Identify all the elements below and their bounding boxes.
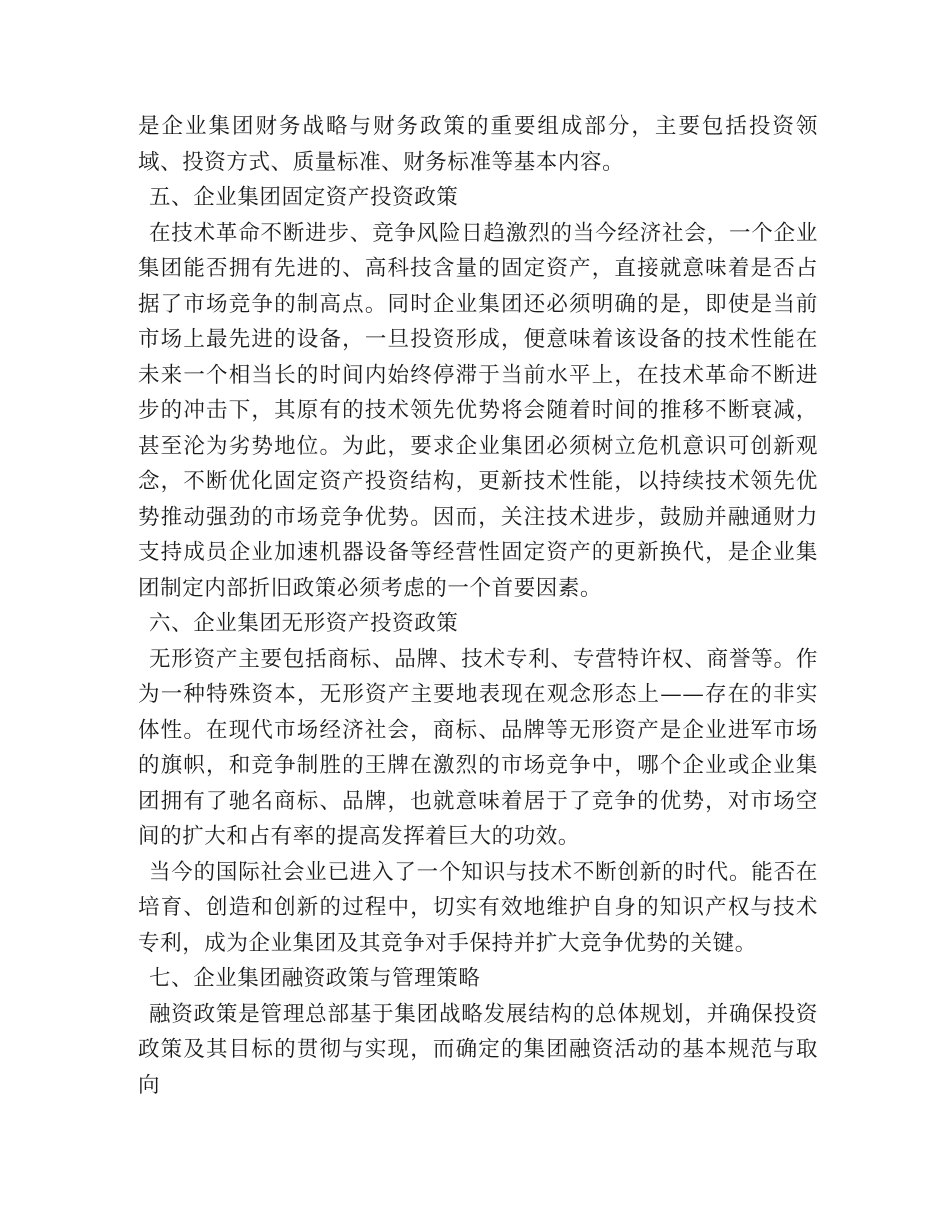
section-heading-fixed-asset-policy: 五、企业集团固定资产投资政策	[149, 185, 459, 210]
paragraph-intangible-asset-policy: 无形资产主要包括商标、品牌、技术专利、专营特许权、商誉等。作为一种特殊资本，无形资产主要地表现在观念形态上——存在的非实体性。在现代市场经济社会，商标、品牌等无形资产是企业进军市场的旗帜，和竞争制胜的王牌在激烈的市场竞争中，哪个企业或企业集团拥有了驰名商标、品牌，也就意味着居于了竞争的优势，对市场空间的扩大和占有率的提高发挥着巨大的功效。	[138, 646, 818, 849]
paragraph-intro-continued: 是企业集团财务战略与财务政策的重要组成部分，主要包括投资领域、投资方式、质量标准、财务标准等基本内容。	[138, 114, 818, 175]
paragraph-financing-policy: 融资政策是管理总部基于集团战略发展结构的总体规划，并确保投资政策及其目标的贯彻与实现，而确定的集团融资活动的基本规范与取向	[138, 1001, 818, 1098]
section-heading-intangible-asset-policy: 六、企业集团无形资产投资政策	[149, 611, 459, 636]
paragraph-knowledge-innovation: 当今的国际社会业已进入了一个知识与技术不断创新的时代。能否在培育、创造和创新的过程中，切实有效地维护自身的知识产权与技术专利，成为企业集团及其竞争对手保持并扩大竞争优势的关键。	[138, 859, 818, 956]
paragraph-fixed-asset-policy: 在技术革命不断进步、竞争风险日趋激烈的当今经济社会，一个企业集团能否拥有先进的、高科技含量的固定资产，直接就意味着是否占据了市场竞争的制高点。同时企业集团还必须明确的是，即使是当前市场上最先进的设备，一旦投资形成，便意味着该设备的技术性能在未来一个相当长的时间内始终停滞于当前水平上，在技术革命不断进步的冲击下，其原有的技术领先优势将会随着时间的推移不断衰减，甚至沦为劣势地位。为此，要求企业集团必须树立危机意识可创新观念，不断优化固定资产投资结构，更新技术性能，以持续技术领先优势推动强劲的市场竞争优势。因而，关注技术进步，鼓励并融通财力支持成员企业加速机器设备等经营性固定资产的更新换代，是企业集团制定内部折旧政策必须考虑的一个首要因素。	[138, 220, 818, 601]
section-heading-financing-policy: 七、企业集团融资政策与管理策略	[149, 966, 481, 991]
document-body	[138, 109, 818, 1103]
